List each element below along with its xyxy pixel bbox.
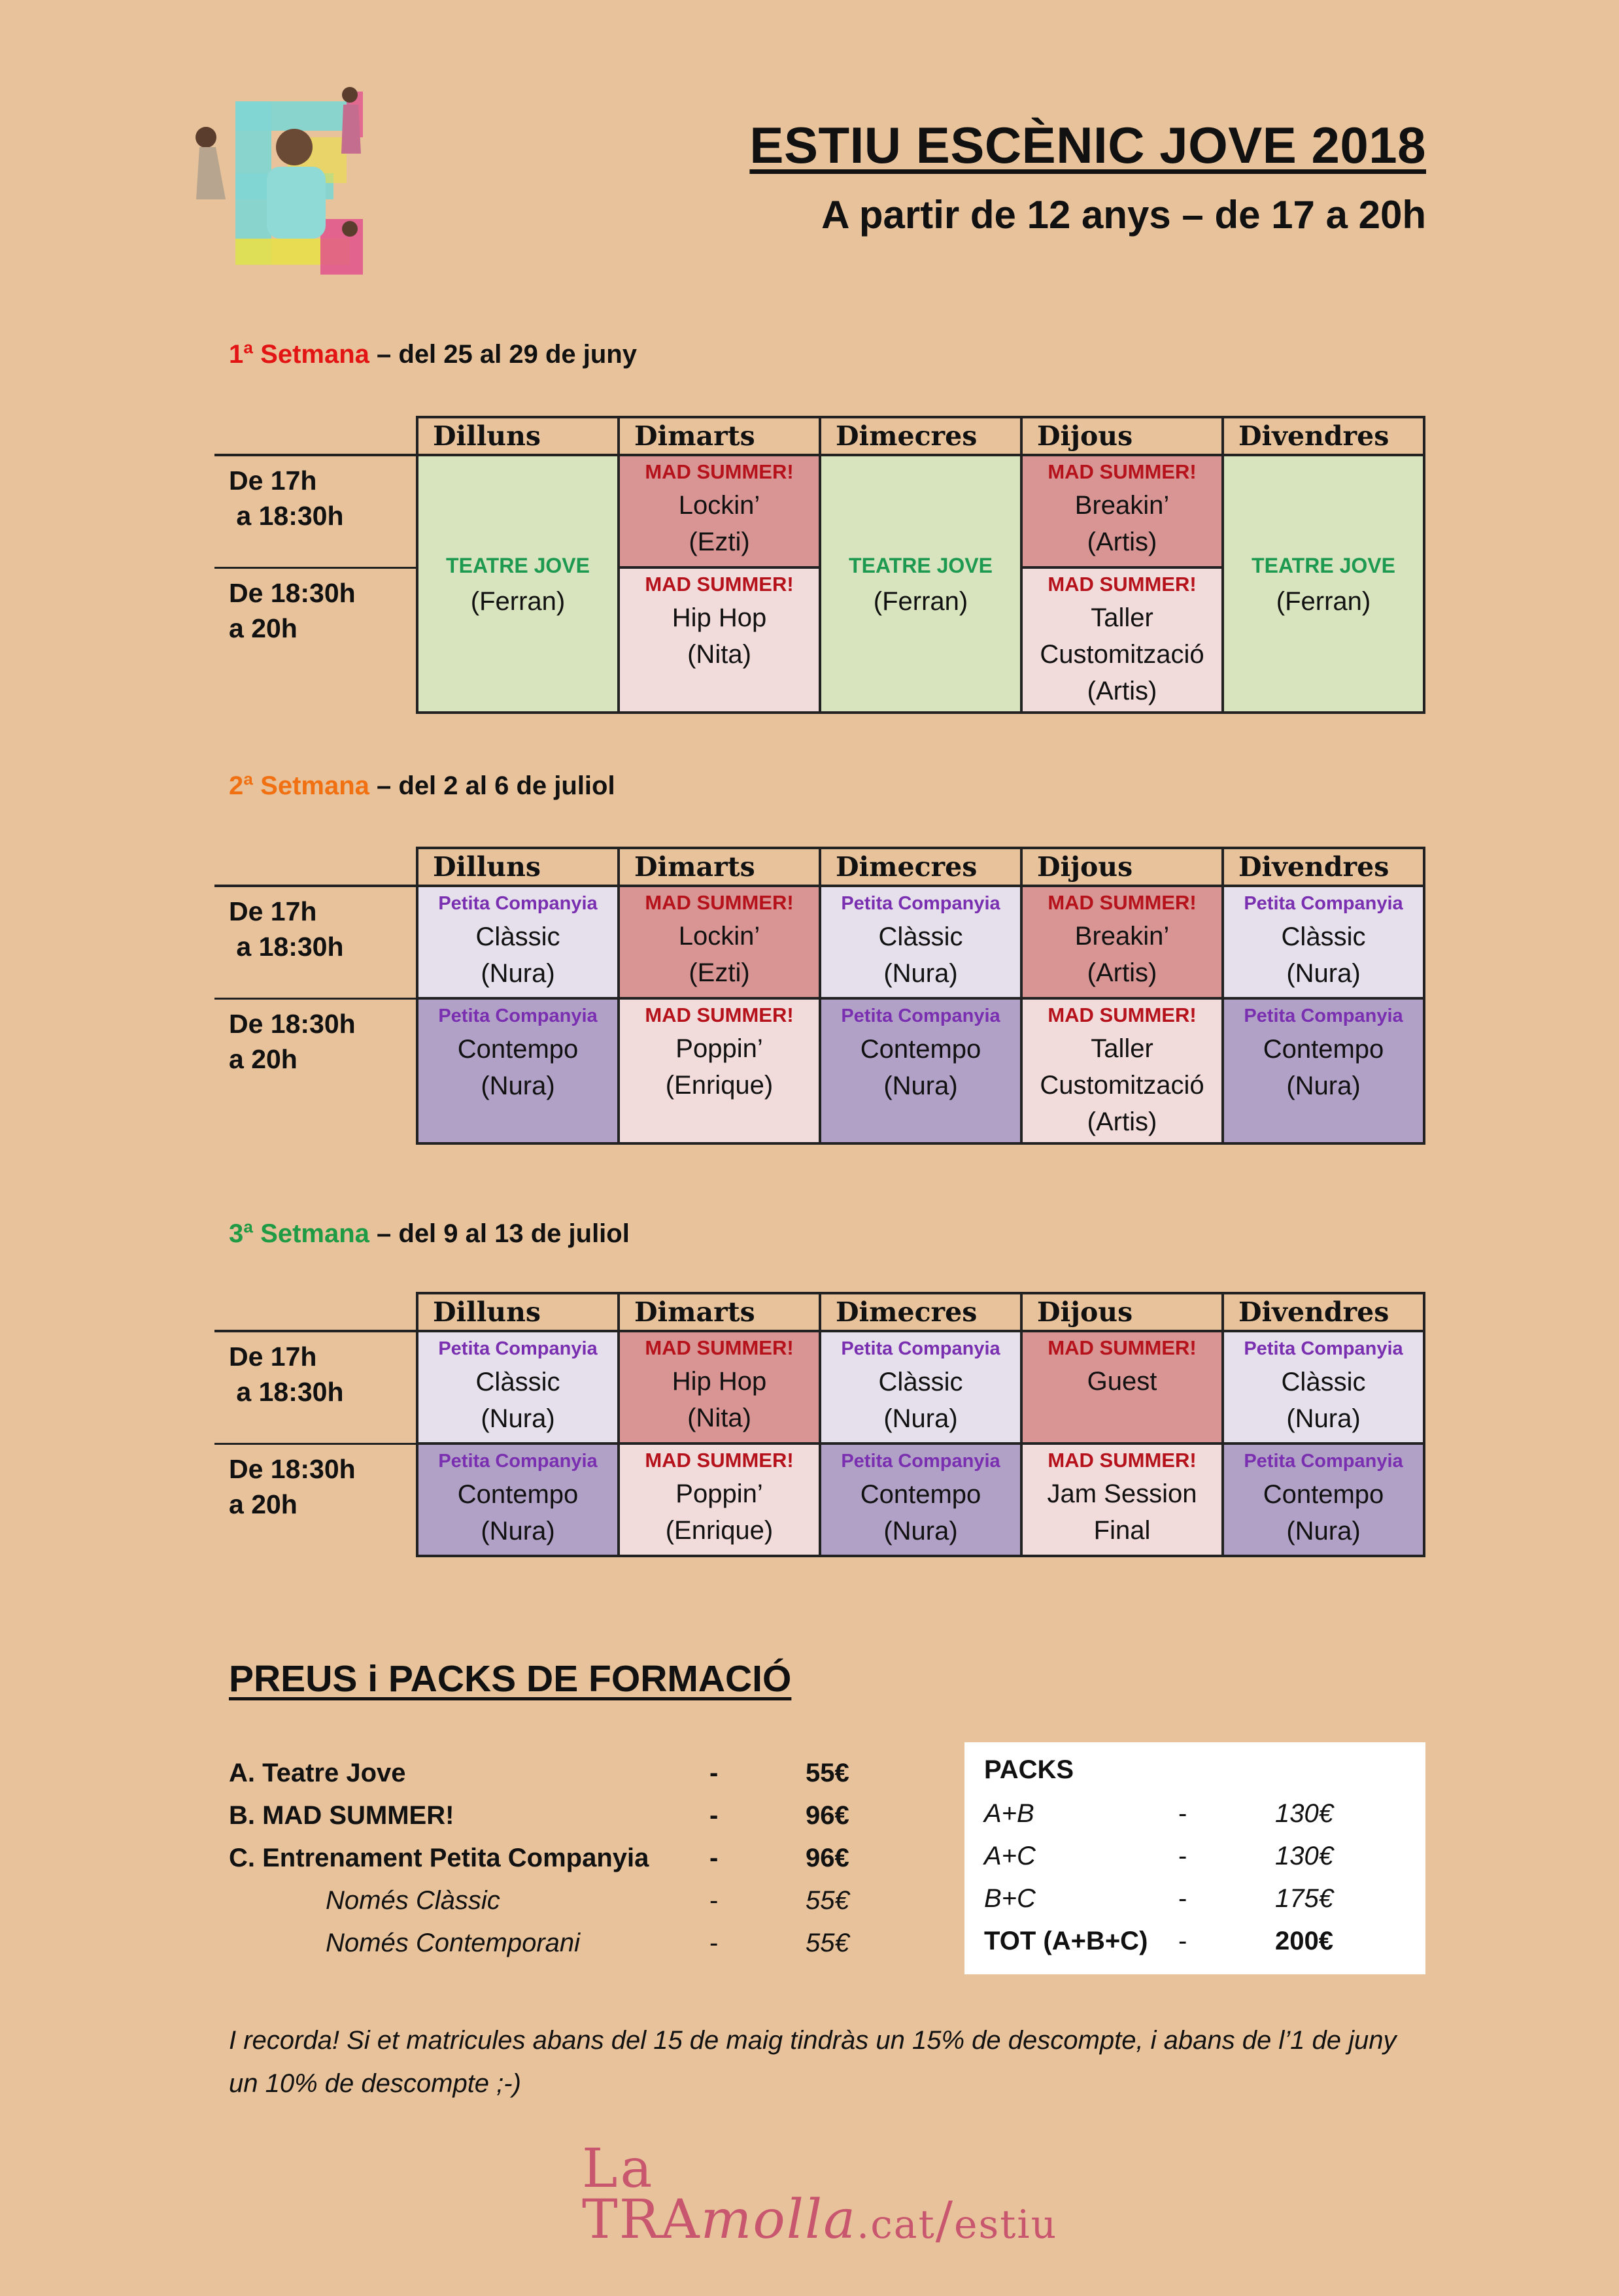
schedule-cell: Petita Companyia Clàssic (Nura)	[1223, 886, 1424, 998]
price-row: B. MAD SUMMER! - 96€	[229, 1801, 849, 1830]
day-header: Divendres	[1223, 848, 1424, 886]
day-header: Dijous	[1021, 417, 1223, 455]
week2-table	[214, 847, 1425, 1145]
schedule-cell: Petita Companyia Contempo (Nura)	[1223, 1443, 1424, 1556]
petita-companyia-tag: Petita Companyia	[438, 893, 598, 914]
mad-summer-tag: MAD SUMMER!	[1048, 1449, 1197, 1472]
schedule-cell: Petita Companyia Contempo (Nura)	[417, 1443, 619, 1556]
petita-companyia-tag: Petita Companyia	[438, 1005, 598, 1026]
schedule-cell: MAD SUMMER! Taller Customització (Artis)	[1021, 998, 1223, 1143]
time-slot-2: De 18:30h a 20h	[214, 998, 417, 1143]
day-header: Dimecres	[820, 848, 1021, 886]
week3-label: 3ª Setmana	[229, 1219, 369, 1248]
schedule-cell: MAD SUMMER! Hip Hop (Nita)	[619, 567, 820, 713]
schedule-cell: MAD SUMMER! Jam Session Final	[1021, 1443, 1223, 1556]
schedule-cell: Petita Companyia Contempo (Nura)	[1223, 998, 1424, 1143]
petita-companyia-tag: Petita Companyia	[841, 1005, 1000, 1026]
time-slot-2: De 18:30h a 20h	[214, 1443, 417, 1556]
mad-summer-tag: MAD SUMMER!	[645, 1336, 794, 1359]
day-header: Dimarts	[619, 848, 820, 886]
week1-table	[214, 416, 1425, 714]
mad-summer-tag: MAD SUMMER!	[645, 460, 794, 483]
petita-companyia-tag: Petita Companyia	[841, 1338, 1000, 1359]
teatre-jove-tag: TEATRE JOVE	[849, 554, 993, 578]
pack-row: A+C - 130€	[984, 1842, 1333, 1870]
teatre-jove-tag: TEATRE JOVE	[1252, 554, 1395, 578]
price-row: C. Entrenament Petita Companyia - 96€	[229, 1844, 849, 1872]
day-header: Divendres	[1223, 1293, 1424, 1331]
price-row: A. Teatre Jove - 55€	[229, 1759, 849, 1787]
teatre-jove-tag: TEATRE JOVE	[446, 554, 590, 578]
day-header: Dimecres	[820, 1293, 1021, 1331]
price-row: Només Clàssic - 55€	[326, 1886, 849, 1915]
mad-summer-tag: MAD SUMMER!	[645, 1004, 794, 1026]
page-subtitle: A partir de 12 anys – de 17 a 20h	[821, 192, 1426, 237]
week1-label: 1ª Setmana	[229, 340, 369, 369]
schedule-cell: MAD SUMMER! Hip Hop (Nita)	[619, 1331, 820, 1443]
schedule-cell: MAD SUMMER! Poppin’ (Enrique)	[619, 1443, 820, 1556]
mad-summer-tag: MAD SUMMER!	[1048, 1336, 1197, 1359]
mad-summer-tag: MAD SUMMER!	[1048, 460, 1197, 483]
day-header: Dilluns	[417, 1293, 619, 1331]
time-slot-1: De 17h a 18:30h	[214, 1331, 417, 1443]
schedule-cell: Petita Companyia Clàssic (Nura)	[1223, 1331, 1424, 1443]
table-corner	[214, 1293, 417, 1331]
time-slot-2: De 18:30h a 20h	[214, 567, 417, 713]
time-slot-1: De 17h a 18:30h	[214, 886, 417, 998]
table-corner	[214, 417, 417, 455]
day-header: Dilluns	[417, 848, 619, 886]
schedule-cell: Petita Companyia Contempo (Nura)	[820, 1443, 1021, 1556]
petita-companyia-tag: Petita Companyia	[1244, 1338, 1403, 1359]
schedule-cell: TEATRE JOVE (Ferran)	[1223, 455, 1424, 713]
mad-summer-tag: MAD SUMMER!	[1048, 891, 1197, 914]
schedule-cell: Petita Companyia Clàssic (Nura)	[820, 886, 1021, 998]
schedule-cell: MAD SUMMER! Taller Customització (Artis)	[1021, 567, 1223, 713]
day-header: Dimarts	[619, 1293, 820, 1331]
brand-la: La	[582, 2138, 655, 2200]
petita-companyia-tag: Petita Companyia	[438, 1451, 598, 1472]
mad-summer-tag: MAD SUMMER!	[645, 891, 794, 914]
day-header: Dijous	[1021, 848, 1223, 886]
time-slot-1: De 17h a 18:30h	[214, 455, 417, 567]
schedule-cell: Petita Companyia Contempo (Nura)	[417, 998, 619, 1143]
mad-summer-tag: MAD SUMMER!	[1048, 573, 1197, 596]
pack-row: A+B - 130€	[984, 1799, 1333, 1828]
schedule-cell: Petita Companyia Clàssic (Nura)	[820, 1331, 1021, 1443]
brand-url[interactable]: TRAmolla.cat/estiu	[582, 2189, 1058, 2251]
packs-box	[964, 1742, 1425, 1974]
petita-companyia-tag: Petita Companyia	[841, 1451, 1000, 1472]
week1-heading	[229, 340, 637, 369]
schedule-cell: MAD SUMMER! Lockin’ (Ezti)	[619, 455, 820, 567]
schedule-cell: TEATRE JOVE (Ferran)	[417, 455, 619, 713]
day-header: Dimarts	[619, 417, 820, 455]
week2-heading	[229, 771, 615, 801]
schedule-cell: MAD SUMMER! Poppin’ (Enrique)	[619, 998, 820, 1143]
mad-summer-tag: MAD SUMMER!	[645, 573, 794, 596]
day-header: Dimecres	[820, 417, 1021, 455]
pack-row: B+C - 175€	[984, 1884, 1333, 1913]
petita-companyia-tag: Petita Companyia	[1244, 1451, 1403, 1472]
schedule-cell: Petita Companyia Clàssic (Nura)	[417, 1331, 619, 1443]
prices-heading: PREUS i PACKS DE FORMACIÓ	[229, 1658, 792, 1700]
mad-summer-tag: MAD SUMMER!	[1048, 1004, 1197, 1026]
schedule-cell: MAD SUMMER! Breakin’ (Artis)	[1021, 455, 1223, 567]
discount-note: I recorda! Si et matricules abans del 15 de maig tindràs un 15% de descompte, i abans de l’1 de juny un 10% de descompte ;-)	[229, 2026, 1397, 2098]
week3-table	[214, 1292, 1425, 1557]
week3-heading	[229, 1219, 630, 1249]
schedule-cell: TEATRE JOVE (Ferran)	[820, 455, 1021, 713]
schedule-cell: MAD SUMMER! Guest	[1021, 1331, 1223, 1443]
week1-dates: – del 25 al 29 de juny	[369, 340, 637, 369]
day-header: Divendres	[1223, 417, 1424, 455]
page-title: ESTIU ESCÈNIC JOVE 2018	[749, 116, 1426, 174]
petita-companyia-tag: Petita Companyia	[1244, 1005, 1403, 1026]
table-corner	[214, 848, 417, 886]
schedule-cell: Petita Companyia Clàssic (Nura)	[417, 886, 619, 998]
schedule-cell: Petita Companyia Contempo (Nura)	[820, 998, 1021, 1143]
estiu-logo	[190, 75, 379, 278]
petita-companyia-tag: Petita Companyia	[1244, 893, 1403, 914]
mad-summer-tag: MAD SUMMER!	[645, 1449, 794, 1472]
week2-dates: – del 2 al 6 de juliol	[369, 771, 615, 800]
day-header: Dilluns	[417, 417, 619, 455]
schedule-cell: MAD SUMMER! Breakin’ (Artis)	[1021, 886, 1223, 998]
week3-dates: – del 9 al 13 de juliol	[369, 1219, 630, 1248]
pack-row: TOT (A+B+C) - 200€	[984, 1927, 1333, 1955]
schedule-cell: MAD SUMMER! Lockin’ (Ezti)	[619, 886, 820, 998]
packs-title: PACKS	[984, 1755, 1074, 1784]
petita-companyia-tag: Petita Companyia	[438, 1338, 598, 1359]
petita-companyia-tag: Petita Companyia	[841, 893, 1000, 914]
price-row: Només Contemporani - 55€	[326, 1929, 849, 1957]
week2-label: 2ª Setmana	[229, 771, 369, 800]
title-block	[749, 118, 1426, 237]
day-header: Dijous	[1021, 1293, 1223, 1331]
